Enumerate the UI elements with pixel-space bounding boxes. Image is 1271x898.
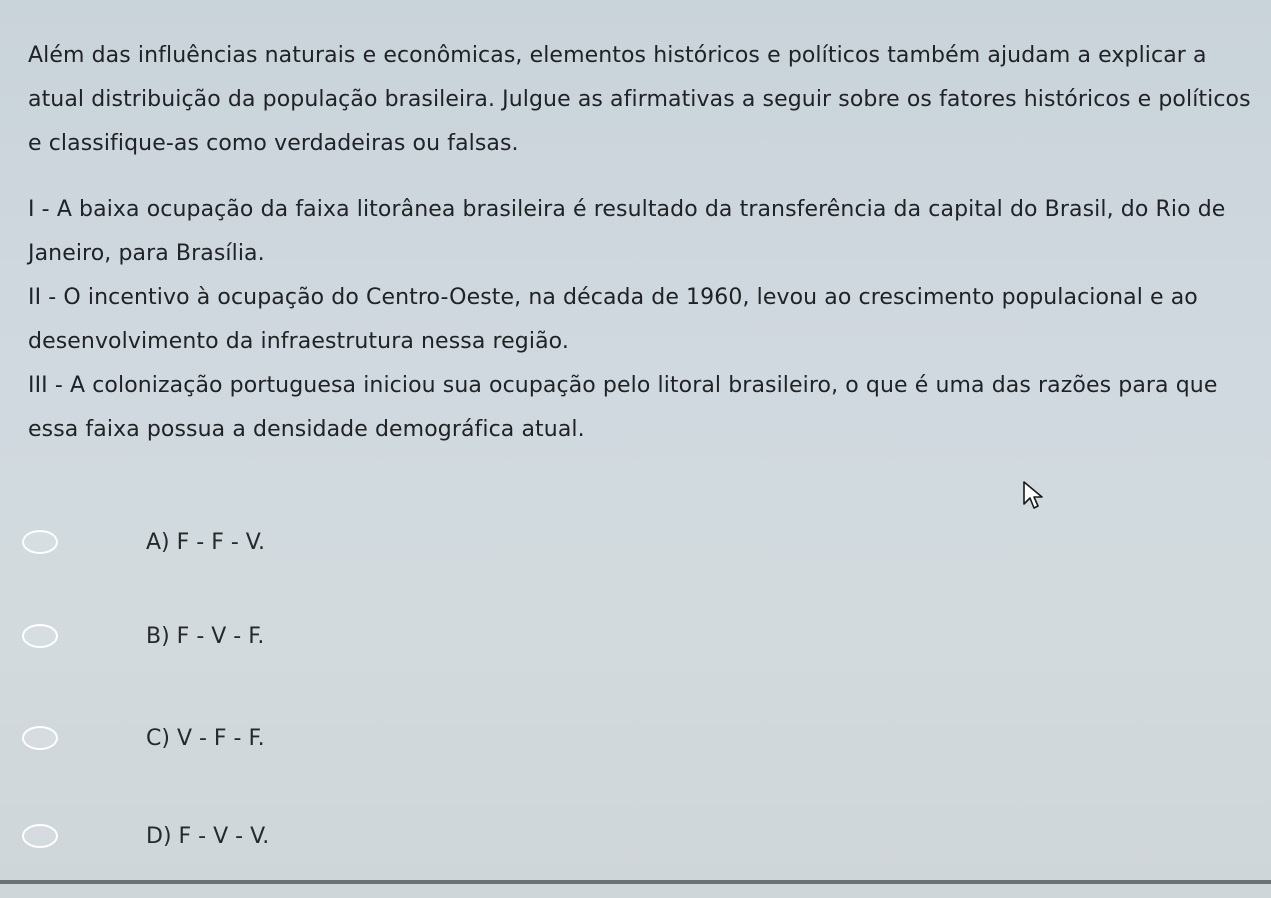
statement-2: II - O incentivo à ocupação do Centro-Oeste, na década de 1960, levou ao crescimento populacional e ao desenvolvimento da infraestrutura nessa região.: [28, 285, 1198, 354]
radio-button-icon[interactable]: [22, 530, 58, 554]
option-b[interactable]: [22, 616, 622, 656]
option-d-label[interactable]: D) F - V - V.: [146, 823, 270, 849]
option-b-label[interactable]: B) F - V - F.: [146, 623, 265, 649]
mouse-pointer-icon: [1022, 480, 1046, 512]
option-a[interactable]: [22, 522, 622, 562]
question-stem: Além das influências naturais e econômicas, elementos históricos e políticos também ajudam a explicar a atual distribuição da população brasileira. Julgue as afirmativas a seguir sobre os fatores históricos e políticos e classifique-as como verdadeiras ou falsas.: [28, 43, 1251, 156]
option-c[interactable]: [22, 718, 622, 758]
option-d[interactable]: [22, 816, 622, 856]
bottom-divider: [0, 880, 1271, 884]
statement-3: III - A colonização portuguesa iniciou sua ocupação pelo litoral brasileiro, o que é uma das razões para que essa faixa possua a densidade demográfica atual.: [28, 373, 1218, 442]
question-block: [28, 34, 1264, 452]
option-a-label[interactable]: A) F - F - V.: [146, 529, 265, 555]
radio-button-icon[interactable]: [22, 726, 58, 750]
statement-1: I - A baixa ocupação da faixa litorânea brasileira é resultado da transferência da capital do Brasil, do Rio de Janeiro, para Brasília.: [28, 197, 1226, 266]
radio-button-icon[interactable]: [22, 824, 58, 848]
radio-button-icon[interactable]: [22, 624, 58, 648]
option-c-label[interactable]: C) V - F - F.: [146, 725, 265, 751]
